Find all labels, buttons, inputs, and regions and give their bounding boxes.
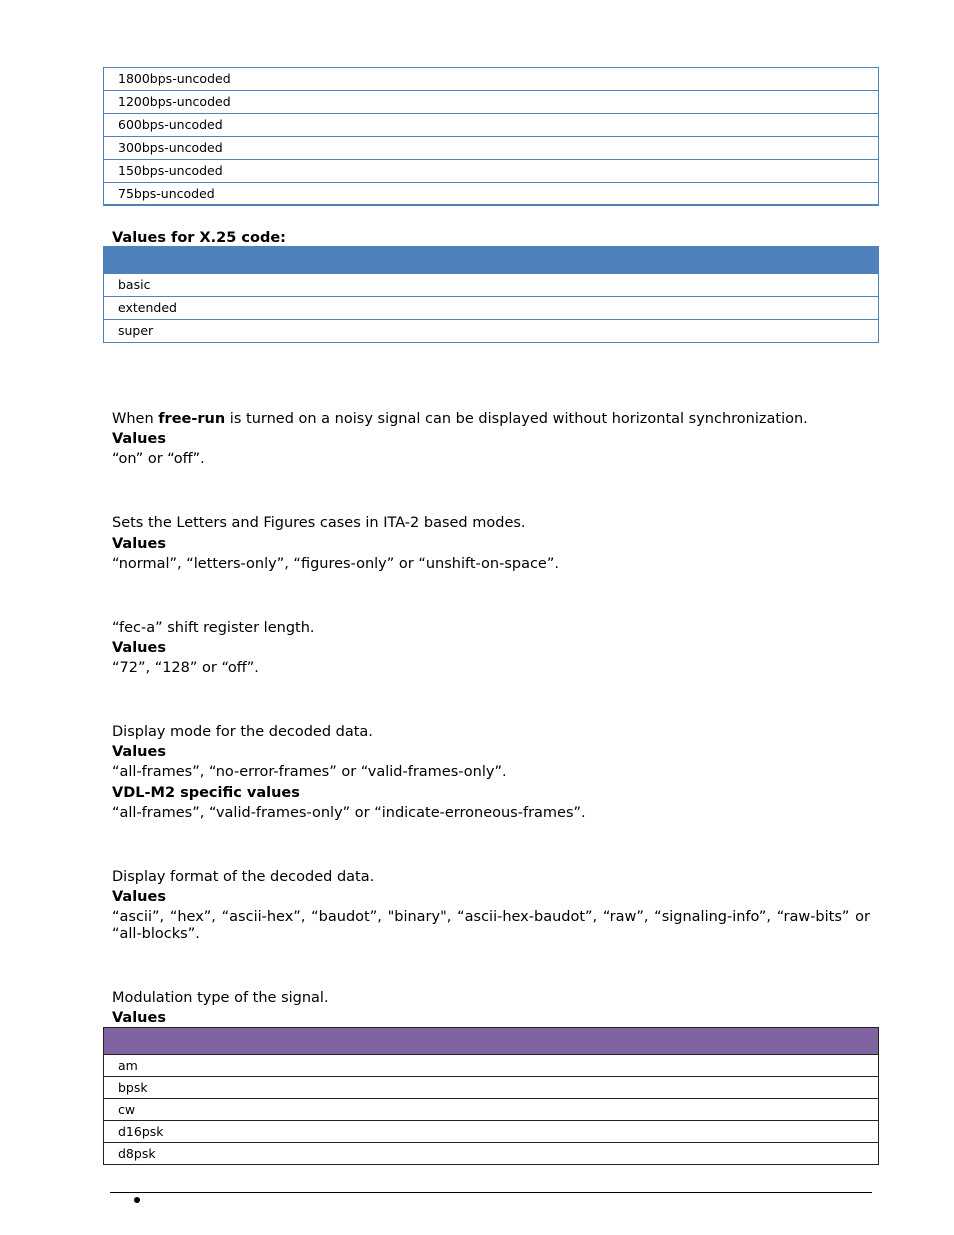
- bitrate-values-table: [103, 67, 879, 206]
- display-mode-description: Display mode for the decoded data.: [112, 724, 373, 740]
- display-mode-values: “all-frames”, “no-error-frames” or “valid-frames-only”.: [112, 764, 507, 780]
- values-label: Values: [112, 640, 166, 656]
- table-header: [104, 1028, 878, 1055]
- values-label: Values: [112, 536, 166, 552]
- table-row: extended: [104, 297, 878, 320]
- display-format-values: “ascii”, “hex”, “ascii-hex”, “baudot”, "binary", “ascii-hex-baudot”, “raw”, “signaling-info”, “raw-bits” or “all-blocks”.: [112, 909, 870, 942]
- values-label: Values: [112, 431, 166, 447]
- modulation-description: Modulation type of the signal.: [112, 990, 329, 1006]
- values-label: Values: [112, 1010, 166, 1026]
- footer-divider: [110, 1192, 872, 1193]
- x25-heading: Values for X.25 code:: [112, 230, 286, 246]
- fec-values: “72”, “128” or “off”.: [112, 660, 259, 676]
- bullet-icon: [134, 1197, 140, 1203]
- shift-description: Sets the Letters and Figures cases in ITA-2 based modes.: [112, 515, 526, 531]
- text-fragment: When: [112, 411, 159, 427]
- table-row: 1800bps-uncoded: [104, 68, 878, 91]
- display-format-description: Display format of the decoded data.: [112, 869, 375, 885]
- table-row: bpsk: [104, 1077, 878, 1099]
- x25-values-table: [103, 246, 879, 343]
- table-row: basic: [104, 274, 878, 297]
- modulation-values-table: [103, 1027, 879, 1165]
- values-label: Values: [112, 744, 166, 760]
- vdl-m2-values: “all-frames”, “valid-frames-only” or “indicate-erroneous-frames”.: [112, 805, 586, 821]
- table-row: 600bps-uncoded: [104, 114, 878, 137]
- free-run-values: “on” or “off”.: [112, 451, 205, 467]
- free-run-description: [112, 410, 808, 428]
- table-row: 150bps-uncoded: [104, 160, 878, 183]
- table-row: d16psk: [104, 1121, 878, 1143]
- table-row: cw: [104, 1099, 878, 1121]
- table-header: [104, 247, 878, 274]
- table-row: 75bps-uncoded: [104, 183, 878, 206]
- table-row: 300bps-uncoded: [104, 137, 878, 160]
- table-row: 1200bps-uncoded: [104, 91, 878, 114]
- table-row: d8psk: [104, 1143, 878, 1165]
- table-row: super: [104, 320, 878, 343]
- fec-description: “fec-a” shift register length.: [112, 620, 315, 636]
- values-label: Values: [112, 889, 166, 905]
- shift-values: “normal”, “letters-only”, “figures-only” or “unshift-on-space”.: [112, 556, 559, 572]
- free-run-keyword: free-run: [158, 411, 226, 427]
- vdl-m2-label: VDL-M2 specific values: [112, 785, 300, 801]
- table-row: am: [104, 1055, 878, 1077]
- text-fragment: is turned on a noisy signal can be displayed without horizontal synchronization.: [225, 411, 808, 427]
